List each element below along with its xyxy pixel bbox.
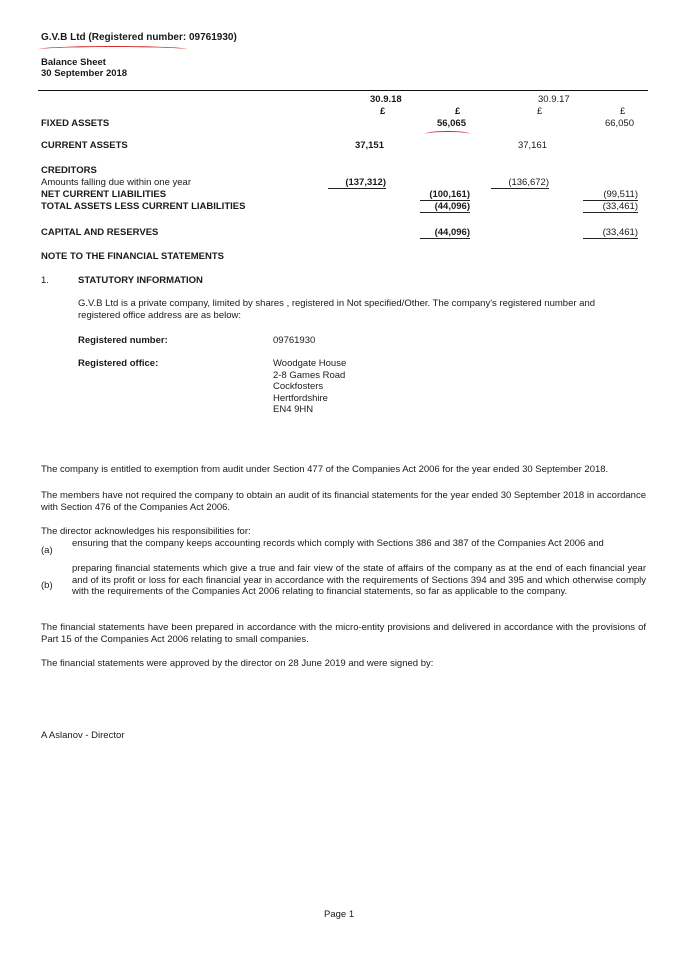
fixed-assets-py: 66,050 <box>604 118 634 129</box>
director-responsibilities-intro: The director acknowledges his responsibilities for: <box>41 526 251 537</box>
current-assets-py: 37,161 <box>517 140 547 151</box>
total-assets-label: TOTAL ASSETS LESS CURRENT LIABILITIES <box>41 201 246 212</box>
capital-reserves-label: CAPITAL AND RESERVES <box>41 227 159 238</box>
company-header: G.V.B Ltd (Registered number: 09761930) <box>41 32 237 43</box>
approval-statement: The financial statements were approved by the director on 28 June 2019 and were signed by: <box>41 658 434 669</box>
capital-reserves-py: (33,461) <box>583 227 638 239</box>
responsibility-b: preparing financial statements which give a true and fair view of the state of affairs of the company as at the end of each financial year and of its profit or loss for each financial year in accordance with the requirements of Sections 394 and 395 and which otherwise comply with the requirements of the Companies Act 2006 relating to financial statements, so far as applicable to the company. <box>72 563 646 597</box>
amounts-due-label: Amounts falling due within one year <box>41 177 191 188</box>
address-line: EN4 9HN <box>273 404 314 416</box>
reg-number-value: 09761930 <box>273 335 316 346</box>
creditors-label: CREDITORS <box>41 165 97 176</box>
list-marker-a: (a) <box>41 545 53 556</box>
total-assets-py: (33,461) <box>583 201 638 213</box>
members-statement: The members have not required the company to obtain an audit of its financial statements for the year ended 30 September 2018 in accordance with Section 476 of the Companies Act 2006. <box>41 490 646 513</box>
document-title: Balance Sheet <box>41 57 106 68</box>
red-underline-annotation <box>38 46 188 53</box>
document-date: 30 September 2018 <box>41 68 128 79</box>
micro-entity-statement: The financial statements have been prepared in accordance with the micro-entity provisions and delivered in accordance with the provisions of Part 15 of the Companies Act 2006 relating to small companies. <box>41 622 646 645</box>
address-line: 2-8 Games Road <box>273 369 346 381</box>
reg-number-label: Registered number: <box>78 335 168 346</box>
net-current-liabilities-py: (99,511) <box>583 189 638 201</box>
address-line: Cockfosters <box>273 381 324 393</box>
currency-cy-2: £ <box>455 106 461 117</box>
red-underline-annotation <box>425 131 470 137</box>
director-signature: A Aslanov - Director <box>41 730 125 741</box>
currency-py-1: £ <box>537 106 543 117</box>
reg-office-label: Registered office: <box>78 358 159 369</box>
currency-cy-1: £ <box>380 106 386 117</box>
address-line: Hertfordshire <box>273 392 328 404</box>
notes-heading: NOTE TO THE FINANCIAL STATEMENTS <box>41 251 224 262</box>
note-number: 1. <box>41 275 49 286</box>
audit-exemption-statement: The company is entitled to exemption from audit under Section 477 of the Companies Act 2006 for the year ended 30 September 2018. <box>41 464 609 475</box>
header-rule <box>38 90 648 91</box>
amounts-due-py: (136,672) <box>491 177 549 189</box>
column-prior-year: 30.9.17 <box>538 94 570 105</box>
fixed-assets-label: FIXED ASSETS <box>41 118 110 129</box>
amounts-due-cy: (137,312) <box>328 177 386 189</box>
list-marker-b: (b) <box>41 580 53 591</box>
note-intro: G.V.B Ltd is a private company, limited by shares , registered in Not specified/Other. The company's registered number and registered office address are as below: <box>78 298 596 321</box>
note-title: STATUTORY INFORMATION <box>78 275 203 286</box>
address-line: Woodgate House <box>273 358 347 369</box>
currency-py-2: £ <box>620 106 626 117</box>
capital-reserves-cy: (44,096) <box>420 227 470 239</box>
column-current-year: 30.9.18 <box>370 94 402 105</box>
current-assets-cy: 37,151 <box>354 140 384 151</box>
total-assets-cy: (44,096) <box>420 201 470 213</box>
fixed-assets-cy: 56,065 <box>436 118 466 129</box>
page-number: Page 1 <box>324 909 355 920</box>
responsibility-a: ensuring that the company keeps accounting records which comply with Sections 386 and 387 of the Companies Act 2006 and <box>72 538 604 549</box>
net-current-liabilities-label: NET CURRENT LIABILITIES <box>41 189 167 200</box>
current-assets-label: CURRENT ASSETS <box>41 140 128 151</box>
net-current-liabilities-cy: (100,161) <box>420 189 470 201</box>
reg-office-address <box>273 358 346 416</box>
